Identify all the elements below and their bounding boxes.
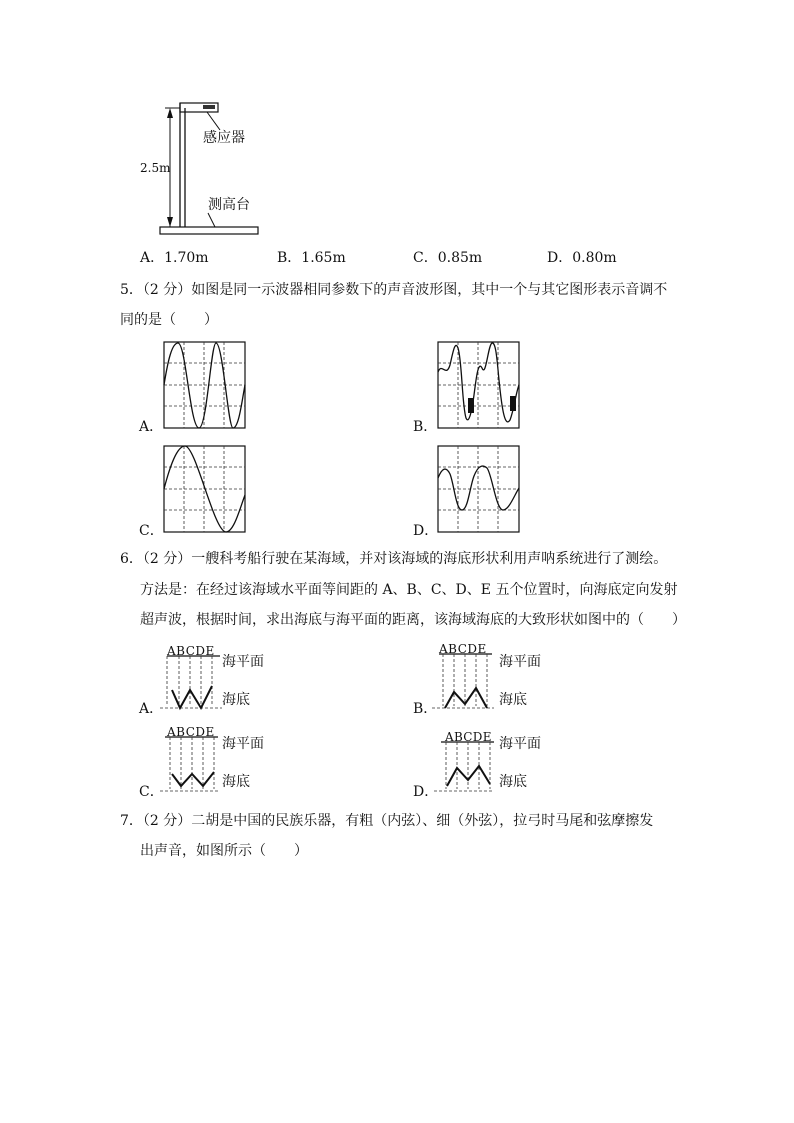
option-d[interactable]: D．0.80m [547, 250, 617, 266]
seabed-b-sea-level: 海平面 [499, 654, 541, 670]
seabed-b [432, 654, 494, 708]
seabed-d-sea-level: 海平面 [499, 736, 541, 752]
seabed-d [434, 742, 494, 791]
q7-stem-line1: 7．（2 分）二胡是中国的民族乐器，有粗（内弦）、细（外弦），拉弓时马尾和弦摩擦发 [120, 813, 654, 829]
option-a[interactable]: A．1.70m [140, 250, 209, 266]
seabed-a [160, 656, 222, 708]
seabed-b-sea-floor: 海底 [499, 692, 527, 708]
option-b[interactable]: B．1.65m [277, 250, 346, 266]
q7-stem-line2: 出声音，如图所示（ ） [140, 843, 308, 859]
seabed-d-points: ABCDE [445, 730, 492, 744]
q5-label-b[interactable]: B． [413, 419, 438, 435]
q6-stem-line1: 6．（2 分）一艘科考船行驶在某海域，并对该海域的海底形状利用声呐系统进行了测绘。 [120, 551, 668, 567]
sensor-label: 感应器 [203, 130, 245, 146]
q6-label-b[interactable]: B． [413, 701, 438, 717]
seabed-c [160, 737, 220, 791]
seabed-a-sea-level: 海平面 [222, 654, 264, 670]
seabed-d-sea-floor: 海底 [499, 774, 527, 790]
seabed-a-points: ABCDE [167, 644, 215, 658]
q5-label-d[interactable]: D． [413, 523, 439, 539]
seabed-a-sea-floor: 海底 [222, 692, 250, 708]
q6-stem-line2: 方法是：在经过该海域水平面等间距的 A、B、C、D、E 五个位置时，向海底定向发射 [140, 582, 678, 598]
height-label: 2.5m [140, 161, 171, 175]
q6-label-a[interactable]: A． [139, 701, 164, 717]
seabed-c-sea-level: 海平面 [222, 736, 264, 752]
seabed-c-sea-floor: 海底 [222, 774, 250, 790]
q6-stem-line3: 超声波，根据时间，求出海底与海平面的距离，该海域海底的大致形状如图中的（ ） [140, 612, 686, 628]
option-c[interactable]: C．0.85m [413, 250, 483, 266]
q6-label-c[interactable]: C． [139, 784, 164, 800]
q6-label-d[interactable]: D． [413, 784, 439, 800]
q5-stem-line2: 同的是（ ） [120, 312, 218, 328]
q5-label-a[interactable]: A． [139, 419, 164, 435]
platform-label: 测高台 [208, 197, 250, 213]
seabed-c-points: ABCDE [167, 725, 215, 739]
q5-label-c[interactable]: C． [139, 523, 164, 539]
seabed-b-points: ABCDE [439, 642, 487, 656]
q5-stem-line1: 5．（2 分）如图是同一示波器相同参数下的声音波形图，其中一个与其它图形表示音调不 [120, 282, 668, 298]
